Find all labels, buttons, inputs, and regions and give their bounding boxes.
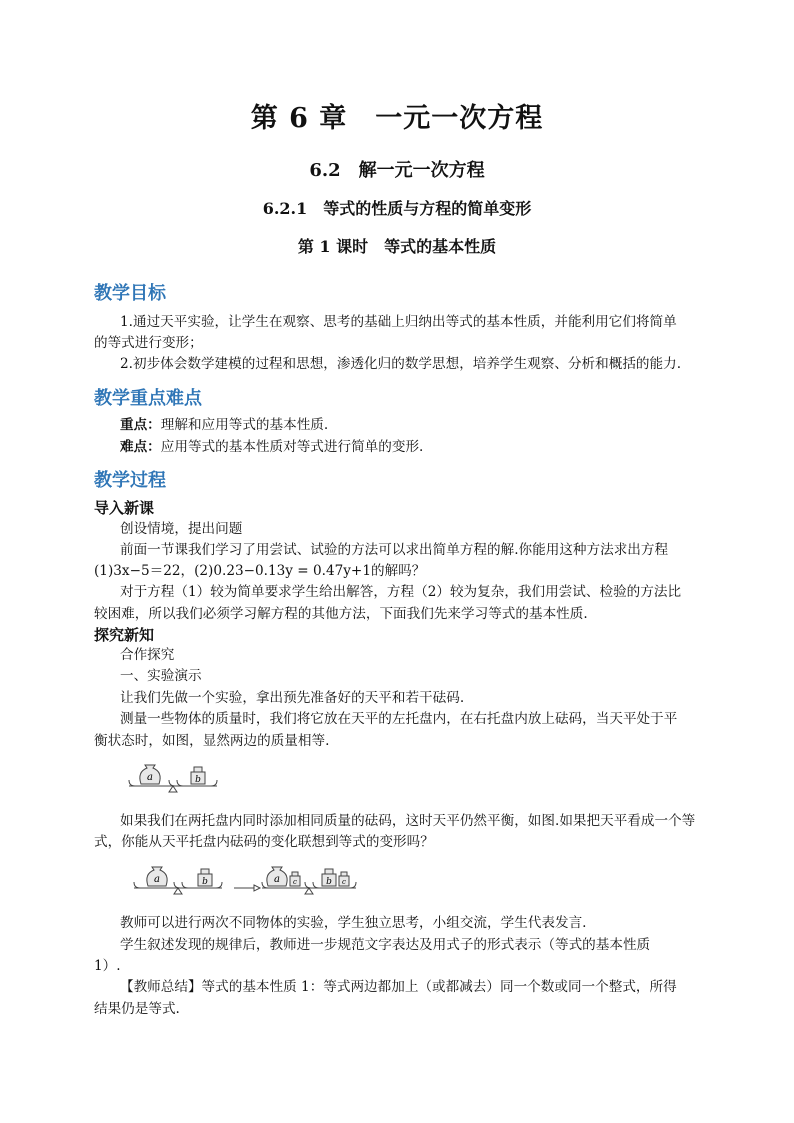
weight-b-label: b xyxy=(195,775,201,785)
weight-b-label-3: b xyxy=(326,877,332,887)
chapter-title: 第 6 章 一元一次方程 xyxy=(250,103,544,134)
explore-p1: 合作探究 xyxy=(120,647,175,663)
goals-heading: 教学目标 xyxy=(94,283,166,304)
intro-p2-line-2: (1)3x−5＝22，(2)0.23−0.13y = 0.47y+1的解吗？ xyxy=(94,563,426,579)
lesson-title: 第 1 课时 等式的基本性质 xyxy=(297,237,497,256)
bag-a-label-3: a xyxy=(274,874,280,885)
weight-c-label-left: c xyxy=(293,878,297,886)
explore-p3: 让我们先做一个实验，拿出预先准备好的天平和若干砝码. xyxy=(120,690,465,706)
bag-a-label: a xyxy=(147,772,153,783)
difficulty-text: 应用等式的基本性质对等式进行简单的变形. xyxy=(160,439,424,455)
goal-2: 2.初步体会数学建模的过程和思想，渗透化归的数学思想，培养学生观察、分析和概括的能力. xyxy=(120,356,682,372)
difficulty-label: 难点： xyxy=(120,439,161,455)
bag-a-label-2: a xyxy=(154,874,160,885)
process-heading: 教学过程 xyxy=(94,470,166,491)
focus-label: 重点： xyxy=(120,417,161,433)
explore-p5-line-2: 式，你能从天平托盘内砝码的变化联想到等式的变形吗？ xyxy=(94,834,434,850)
subsection-title: 6.2.1 等式的性质与方程的简单变形 xyxy=(262,199,532,218)
teacher-summary-line-2: 结果仍是等式. xyxy=(94,1001,180,1017)
explore-heading: 探究新知 xyxy=(94,626,155,644)
explore-p5-line-1: 如果我们在两托盘内同时添加相同质量的砝码，这时天平仍然平衡，如图.如果把天平看成一个等 xyxy=(120,813,696,829)
focus-line xyxy=(120,415,328,435)
weight-b-label-2: b xyxy=(202,877,208,887)
weight-c-label-right: c xyxy=(342,878,346,886)
focus-text: 理解和应用等式的基本性质. xyxy=(160,417,329,433)
explore-p2: 一、实验演示 xyxy=(120,668,202,684)
goal-1-line-2: 的等式进行变形； xyxy=(94,335,203,351)
explore-p7-line-2: 1）. xyxy=(94,958,121,974)
explore-p4-line-2: 衡状态时，如图，显然两边的质量相等. xyxy=(94,733,330,749)
key-points-heading: 教学重点难点 xyxy=(94,388,202,409)
explore-p7-line-1: 学生叙述发现的规律后，教师进一步规范文字表达及用式子的形式表示（等式的基本性质 xyxy=(120,937,651,953)
intro-p3-line-1: 对于方程（1）较为简单要求学生给出解答，方程（2）较为复杂，我们用尝试、检验的方法比 xyxy=(120,584,682,600)
intro-p2-line-1: 前面一节课我们学习了用尝试、试验的方法可以求出简单方程的解.你能用这种方法求出方程 xyxy=(120,542,669,558)
balance-figure-2 xyxy=(130,858,360,904)
intro-p1: 创设情境，提出问题 xyxy=(120,521,243,537)
explore-p4-line-1: 测量一些物体的质量时，我们将它放在天平的左托盘内，在右托盘内放上砝码，当天平处于平 xyxy=(120,711,678,727)
section-title: 6.2 解一元一次方程 xyxy=(309,160,485,181)
goal-1-line-1: 1.通过天平实验，让学生在观察、思考的基础上归纳出等式的基本性质，并能利用它们将简单 xyxy=(120,314,677,330)
balance-figure-1 xyxy=(125,758,225,800)
teacher-summary-line-1: 【教师总结】等式的基本性质 1：等式两边都加上（或都减去）同一个数或同一个整式，所得 xyxy=(120,979,677,995)
intro-p3-line-2: 较困难，所以我们必须学习解方程的其他方法，下面我们先来学习等式的基本性质. xyxy=(94,606,588,622)
intro-heading: 导入新课 xyxy=(94,499,155,517)
difficulty-line xyxy=(120,437,423,457)
explore-p6: 教师可以进行两次不同物体的实验，学生独立思考，小组交流，学生代表发言. xyxy=(120,915,587,931)
